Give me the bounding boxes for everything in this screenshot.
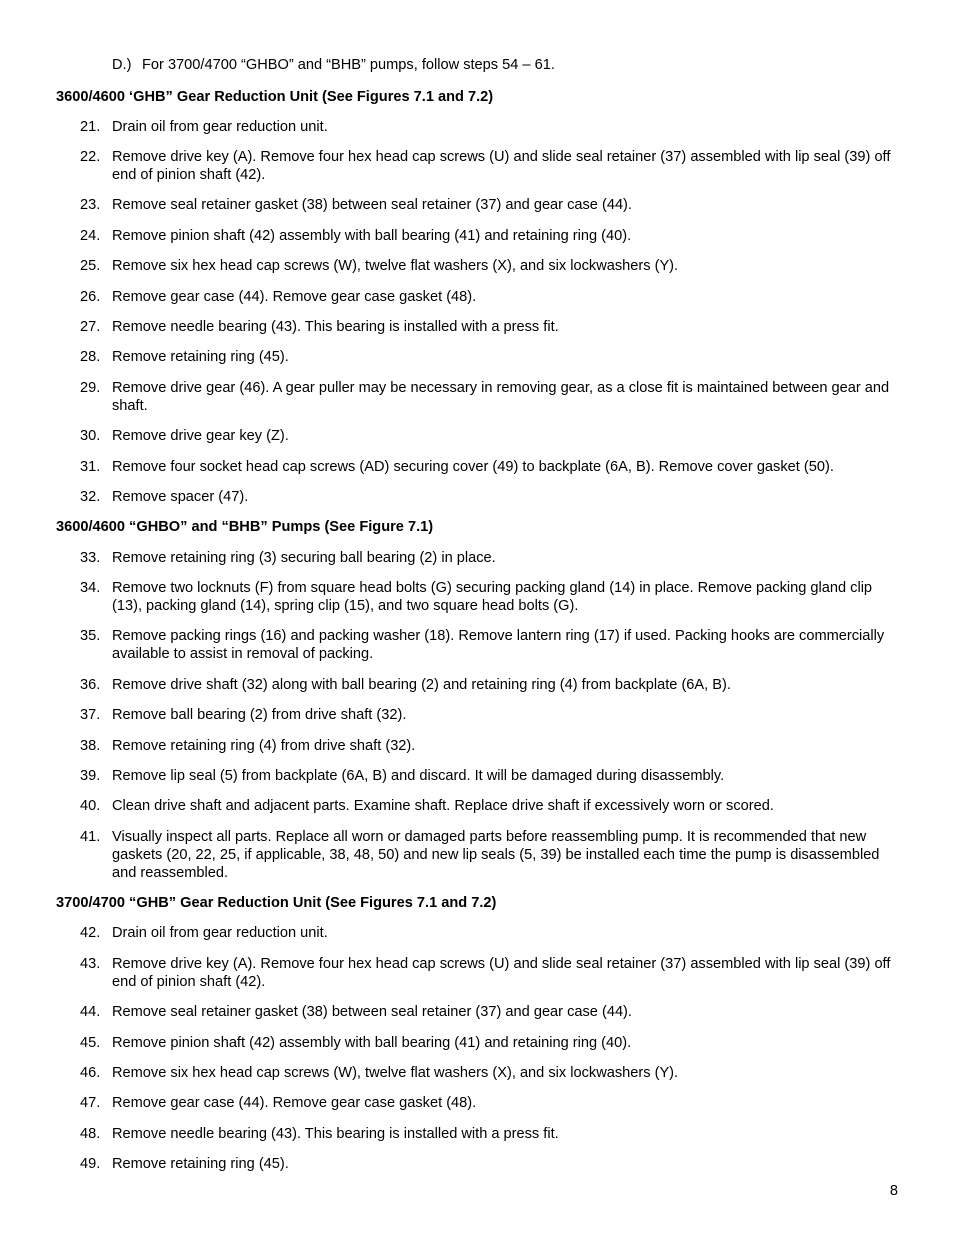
list-item (80, 196, 900, 214)
page-number: 8 (889, 1183, 898, 1199)
step-number: 46. (80, 1065, 101, 1081)
step-number: 36. (80, 677, 101, 693)
step-text: Remove retaining ring (3) securing ball bearing (2) in place. (112, 550, 496, 566)
list-item (80, 488, 900, 506)
step-number: 42. (80, 925, 101, 941)
step-number: 33. (80, 550, 101, 566)
step-text: Remove needle bearing (43). This bearing is installed with a press fit. (112, 1126, 559, 1142)
step-number: 37. (80, 707, 101, 723)
list-item (80, 828, 900, 882)
step-text: Remove pinion shaft (42) assembly with ball bearing (41) and retaining ring (40). (112, 1035, 632, 1051)
list-item (80, 924, 900, 942)
step-number: 40. (80, 798, 101, 814)
list-item (80, 1125, 900, 1143)
step-text: Remove four socket head cap screws (AD) securing cover (49) to backplate (6A, B). Remove cover gasket (50). (112, 459, 834, 475)
list-item (80, 627, 900, 663)
step-number: 45. (80, 1035, 101, 1051)
section-heading: 3700/4700 “GHB” Gear Reduction Unit (See Figures 7.1 and 7.2) (56, 895, 497, 911)
step-text: Remove gear case (44). Remove gear case gasket (48). (112, 1095, 477, 1111)
step-number: 35. (80, 628, 101, 644)
step-text: Remove pinion shaft (42) assembly with ball bearing (41) and retaining ring (40). (112, 228, 632, 244)
list-item (80, 1155, 900, 1173)
step-text: Remove spacer (47). (112, 489, 249, 505)
step-text: Remove drive gear key (Z). (112, 428, 289, 444)
step-text: Remove retaining ring (4) from drive shaft (32). (112, 738, 416, 754)
list-item (80, 118, 900, 136)
step-number: 29. (80, 380, 101, 396)
step-number: 39. (80, 768, 101, 784)
step-text: Drain oil from gear reduction unit. (112, 925, 328, 941)
list-item (80, 676, 900, 694)
lead-step (112, 56, 555, 74)
list-item (80, 955, 900, 991)
step-number: 27. (80, 319, 101, 335)
lead-step-text: For 3700/4700 “GHBO” and “BHB” pumps, follow steps 54 – 61. (142, 57, 555, 73)
step-text: Remove six hex head cap screws (W), twelve flat washers (X), and six lockwashers (Y). (112, 258, 679, 274)
step-text: Remove retaining ring (45). (112, 349, 289, 365)
list-item (80, 767, 900, 785)
list-item (80, 318, 900, 336)
step-number: 24. (80, 228, 101, 244)
step-text: Remove gear case (44). Remove gear case gasket (48). (112, 289, 477, 305)
step-text: Remove packing rings (16) and packing washer (18). Remove lantern ring (17) if used. Packing hooks are commercially available to assist in removal of packing. (112, 628, 885, 662)
step-text: Remove retaining ring (45). (112, 1156, 289, 1172)
section-heading: 3600/4600 ‘GHB” Gear Reduction Unit (See Figures 7.1 and 7.2) (56, 89, 494, 105)
list-item (80, 737, 900, 755)
step-text: Remove seal retainer gasket (38) between seal retainer (37) and gear case (44). (112, 1004, 632, 1020)
step-text: Clean drive shaft and adjacent parts. Examine shaft. Replace drive shaft if excessively worn or scored. (112, 798, 774, 814)
list-item (80, 1003, 900, 1021)
step-number: 28. (80, 349, 101, 365)
step-number: 31. (80, 459, 101, 475)
step-number: 49. (80, 1156, 101, 1172)
step-number: 32. (80, 489, 101, 505)
list-item (80, 148, 900, 184)
step-text: Remove drive shaft (32) along with ball bearing (2) and retaining ring (4) from backplate (6A, B). (112, 677, 731, 693)
step-number: 21. (80, 119, 101, 135)
step-text: Remove six hex head cap screws (W), twelve flat washers (X), and six lockwashers (Y). (112, 1065, 679, 1081)
step-text: Remove needle bearing (43). This bearing is installed with a press fit. (112, 319, 559, 335)
step-number: 25. (80, 258, 101, 274)
list-item (80, 797, 900, 815)
list-item (80, 257, 900, 275)
list-item (80, 348, 900, 366)
list-item (80, 706, 900, 724)
step-text: Remove drive key (A). Remove four hex head cap screws (U) and slide seal retainer (37) assembled with lip seal (39) off end of pinion shaft (42). (112, 149, 891, 183)
step-number: 34. (80, 580, 101, 596)
step-number: 43. (80, 956, 101, 972)
list-item (80, 379, 900, 415)
step-number: 26. (80, 289, 101, 305)
step-number: 48. (80, 1126, 101, 1142)
list-item (80, 1094, 900, 1112)
list-item (80, 427, 900, 445)
step-number: 41. (80, 829, 101, 845)
step-number: 30. (80, 428, 101, 444)
step-text: Remove seal retainer gasket (38) between seal retainer (37) and gear case (44). (112, 197, 632, 213)
step-number: 44. (80, 1004, 101, 1020)
step-number: 47. (80, 1095, 101, 1111)
step-text: Remove drive gear (46). A gear puller may be necessary in removing gear, as a close fit is maintained between gear and shaft. (112, 380, 890, 414)
list-item (80, 549, 900, 567)
step-number: 22. (80, 149, 101, 165)
step-text: Remove two locknuts (F) from square head bolts (G) securing packing gland (14) in place. Remove packing gland clip (13), packing gland (14), spring clip (15), and two square head bolts (G). (112, 580, 873, 614)
list-item (80, 1034, 900, 1052)
step-number: 38. (80, 738, 101, 754)
lead-step-tag: D.) (112, 57, 132, 73)
list-item (80, 288, 900, 306)
list-item (80, 227, 900, 245)
step-text: Remove drive key (A). Remove four hex head cap screws (U) and slide seal retainer (37) assembled with lip seal (39) off end of pinion shaft (42). (112, 956, 891, 990)
list-item (80, 458, 900, 476)
step-number: 23. (80, 197, 101, 213)
step-text: Drain oil from gear reduction unit. (112, 119, 328, 135)
section-heading: 3600/4600 “GHBO” and “BHB” Pumps (See Figure 7.1) (56, 519, 434, 535)
list-item (80, 579, 900, 615)
list-item (80, 1064, 900, 1082)
step-text: Remove ball bearing (2) from drive shaft (32). (112, 707, 407, 723)
step-text: Visually inspect all parts. Replace all worn or damaged parts before reassembling pump. It is recommended that new gaskets (20, 22, 25, if applicable, 38, 48, 50) and new lip seals (5, 39) be installed each time the pump is disassembled and reassembled. (112, 829, 880, 881)
step-text: Remove lip seal (5) from backplate (6A, B) and discard. It will be damaged during disassembly. (112, 768, 725, 784)
